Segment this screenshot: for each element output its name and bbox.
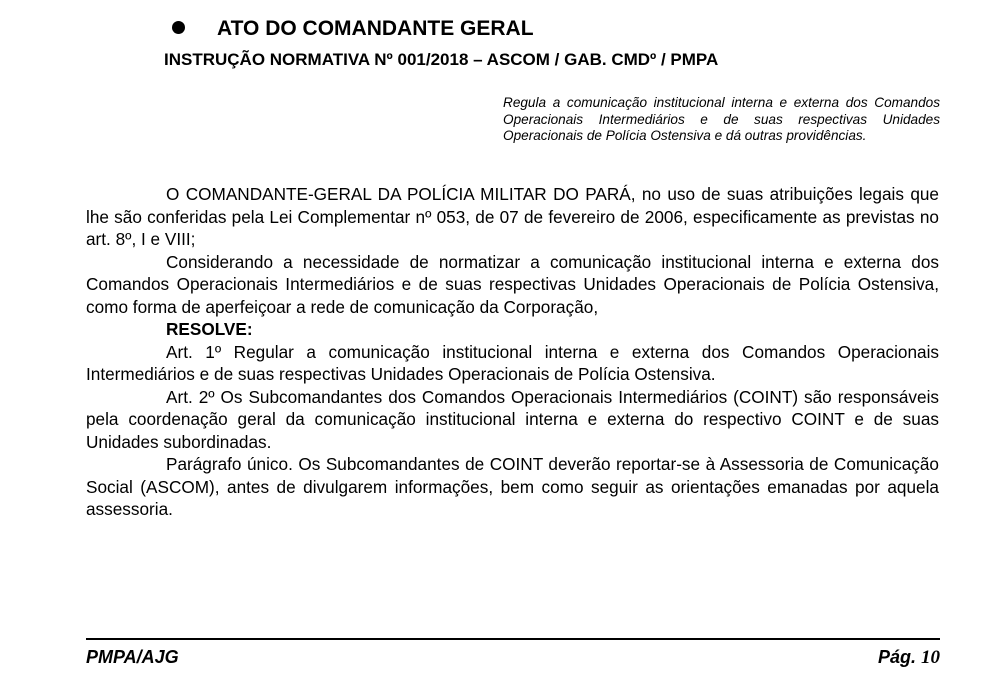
document-heading (172, 16, 534, 42)
page-label: Pág. (877, 647, 916, 667)
considering-paragraph: Considerando a necessidade de normatizar a comunicação institucional interna e externa dos Comandos Operacionais Intermediários e de suas respectivas Unidades Operacionais de Polícia Ostensiva, como forma de aperfeiçoar a rede de comunicação da Corporação, (86, 251, 939, 317)
page-indicator (878, 646, 940, 669)
article-2-paragraph: Art. 2º Os Subcomandantes dos Comandos Operacionais Intermediários (COINT) são responsáveis pela coordenação geral da comunicação institucional interna e externa do respectivo COINT e de suas Unidades subordinadas. (86, 386, 939, 452)
footer-divider (86, 638, 940, 640)
bullet-icon (172, 21, 185, 34)
heading-title: ATO DO COMANDANTE GERAL (217, 17, 534, 40)
footer-issuer: PMPA/AJG (86, 647, 179, 667)
article-1-paragraph: Art. 1º Regular a comunicação institucional interna e externa dos Comandos Operacionais Intermediários e de suas respectivas Unidades Operacionais de Polícia Ostensiva. (86, 341, 939, 384)
page-number: 10 (921, 647, 940, 668)
document-subtitle: INSTRUÇÃO NORMATIVA Nº 001/2018 – ASCOM / GAB. CMDº / PMPA (164, 50, 719, 69)
sole-paragraph: Parágrafo único. Os Subcomandantes de COINT deverão reportar-se à Assessoria de Comunicação Social (ASCOM), antes de divulgarem informações, bem como seguir as orientações emanadas por aquela assessoria. (86, 454, 939, 519)
resolve-heading: RESOLVE: (166, 319, 253, 339)
document-body (86, 183, 939, 521)
summary-text: Regula a comunicação institucional interna e externa dos Comandos Operacionais Intermediários e de suas respectivas Unidades Operacionais de Polícia Ostensiva e dá outras providências. (503, 95, 940, 143)
preamble-paragraph: O COMANDANTE-GERAL DA POLÍCIA MILITAR DO PARÁ, no uso de suas atribuições legais que lhe são conferidas pela Lei Complementar nº 053, de 07 de fevereiro de 2006, especificamente as previstas no art. 8º, I e VIII; (86, 184, 939, 249)
